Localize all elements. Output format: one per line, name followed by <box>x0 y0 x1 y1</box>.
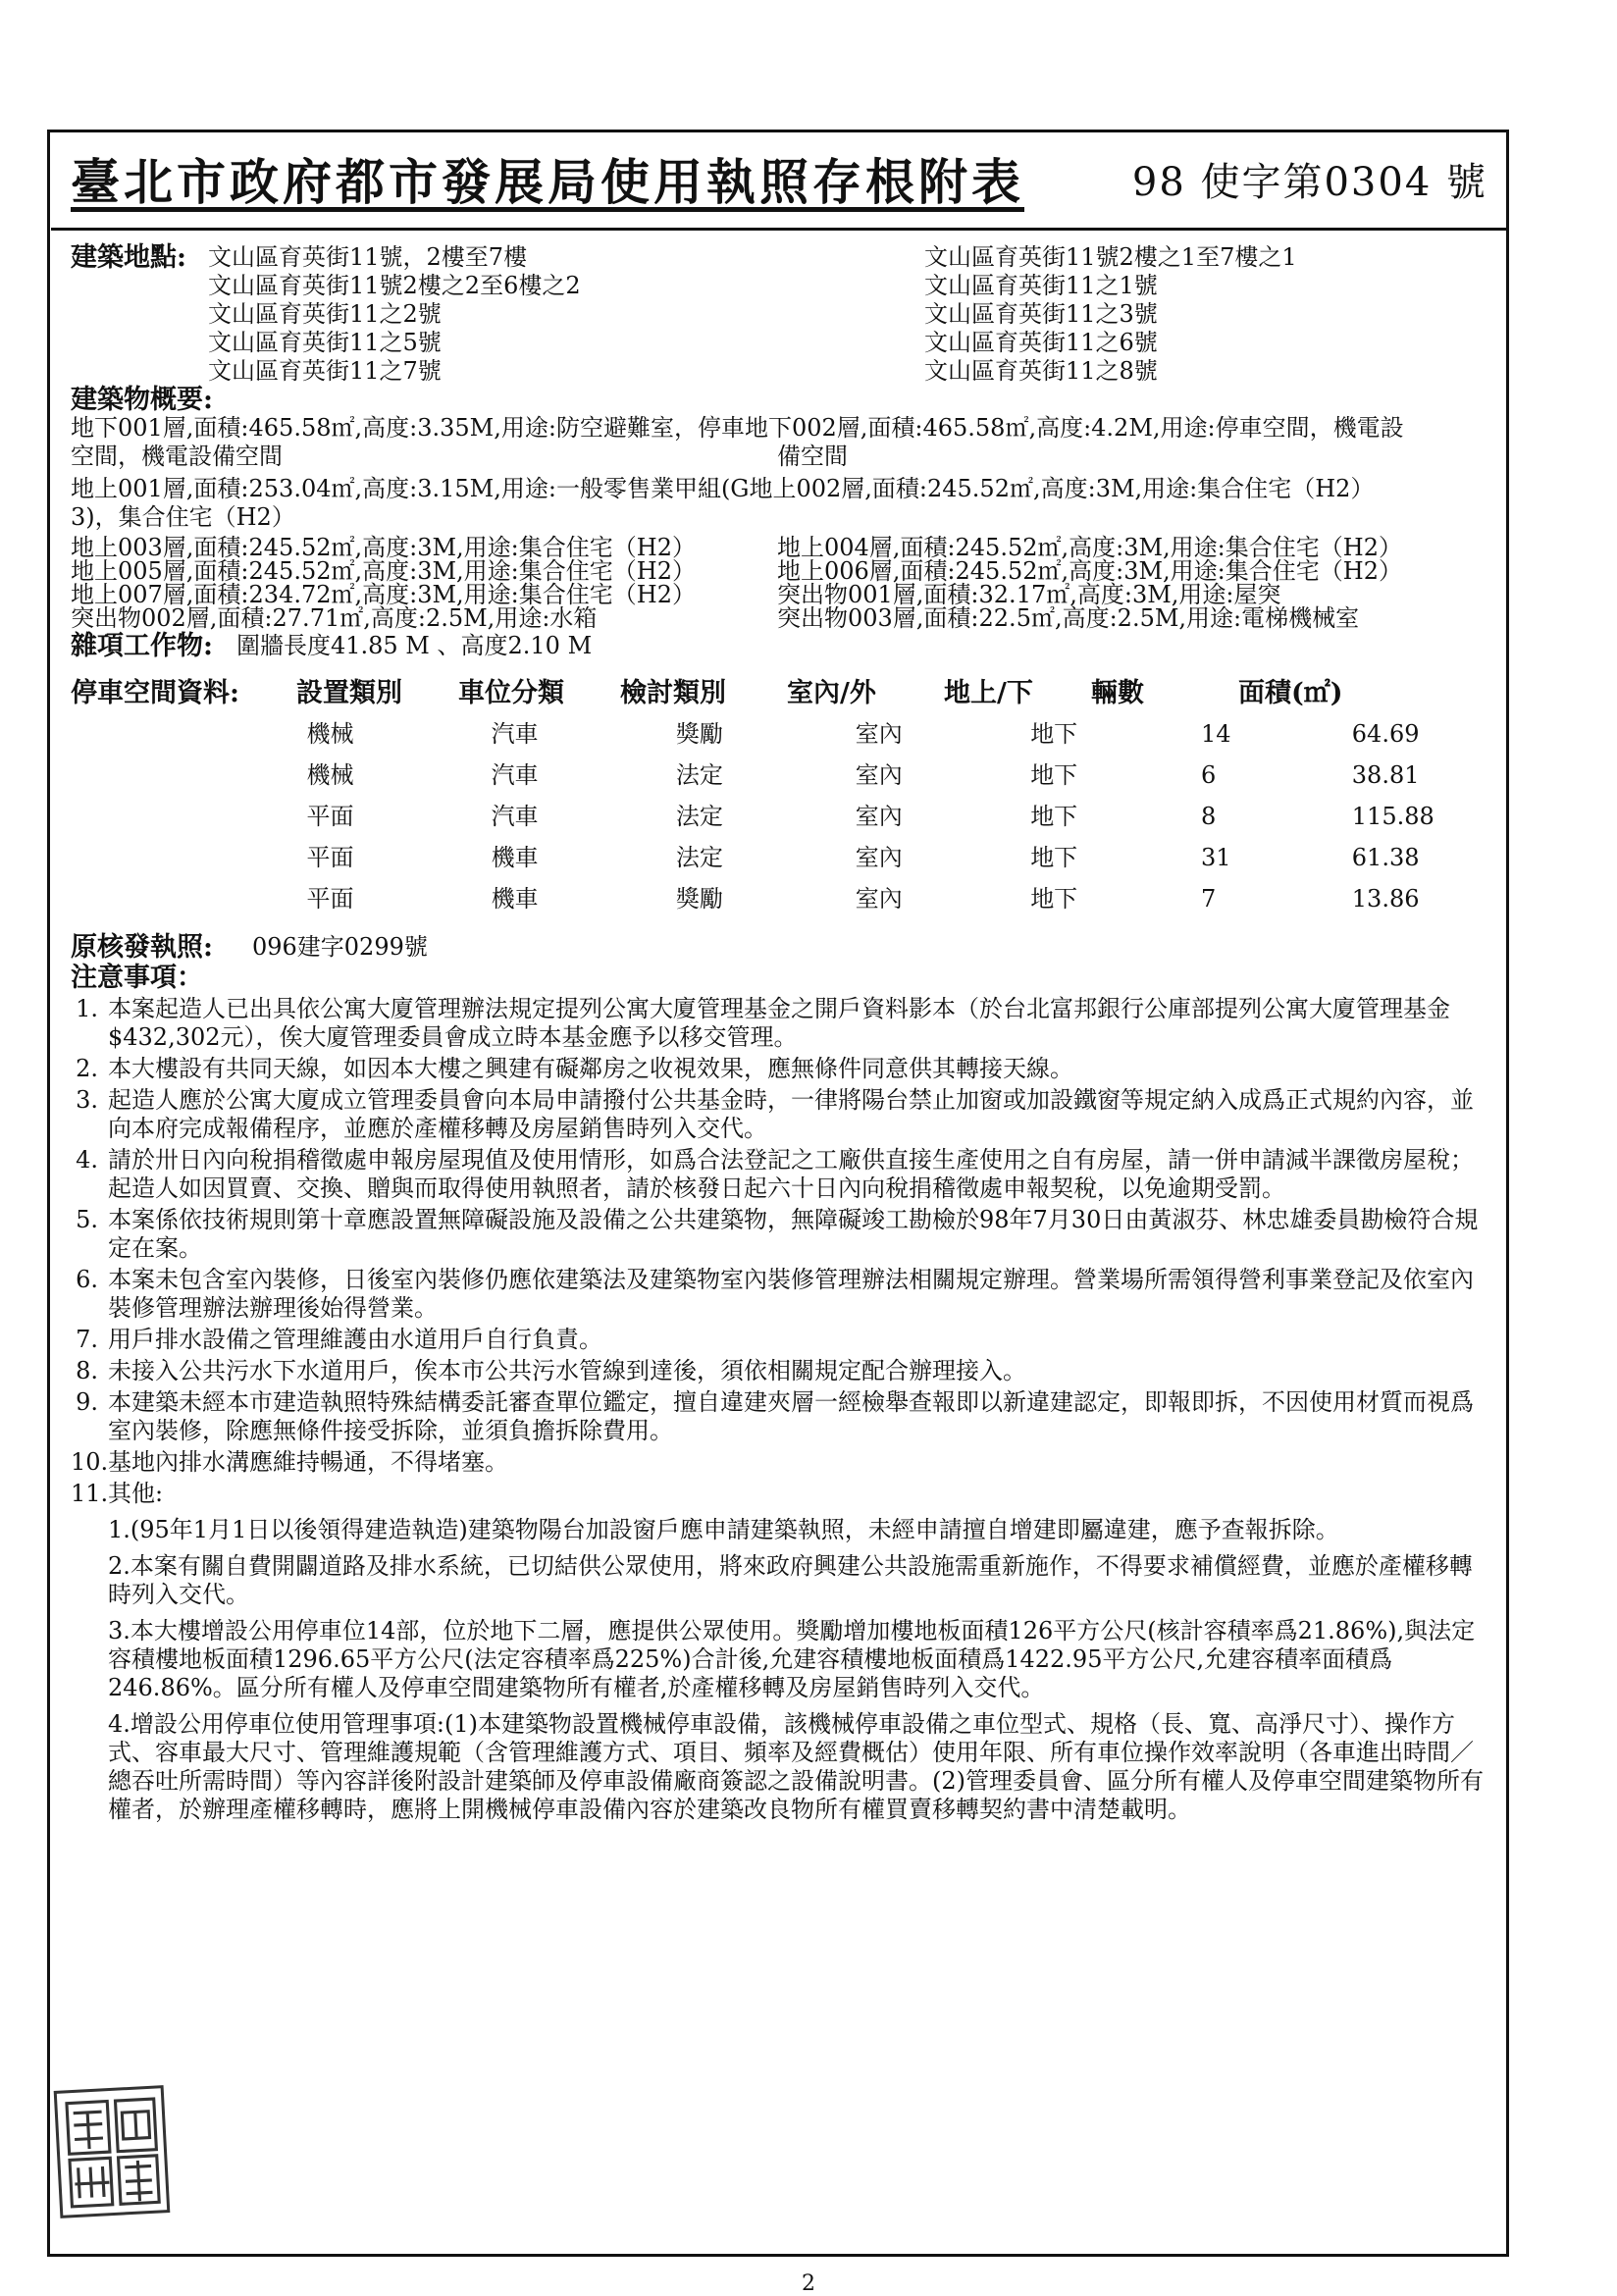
note-number: 8. <box>76 1357 98 1384</box>
note-text: 未接入公共污水下水道用戶，俟本市公共污水管線到達後，須依相關規定配合辦理接入。 <box>108 1357 1026 1384</box>
column-header: 輛數 <box>1091 678 1144 708</box>
table-cell: 38.81 <box>1351 761 1420 789</box>
table-cell: 室內 <box>855 803 903 830</box>
site-row <box>71 243 924 272</box>
table-cell: 汽車 <box>491 720 539 748</box>
list-item: 3.本大樓增設公用停車位14部，位於地下二層，應提供公眾使用。獎勵增加樓地板面積126平方公尺(核計容積率爲21.86%),與法定容積樓地板面積1296.65平方公尺(法定容積率爲225%)合計後,允建容積樓地板面積爲1422.95平方公尺,允建容積率面積爲246.86%。區分所有權人及停車空間建築物所有權者,於產權移轉及房屋銷售時列入交代。 <box>108 1617 1476 1701</box>
overview-row <box>71 559 1484 583</box>
table-cell: 機車 <box>491 844 539 871</box>
note-number: 6. <box>76 1266 98 1293</box>
address: 文山區育英街11號2樓之2至6樓之2 <box>208 272 581 299</box>
overview-cell: 空間，機電設備空間 <box>71 443 283 470</box>
column-header: 設置類別 <box>296 678 402 708</box>
table-cell: 平面 <box>306 885 354 913</box>
floor-entry: 地上003層,面積:245.52㎡,高度:3M,用途:集合住宅（H2） <box>71 534 696 561</box>
list-item <box>71 1326 1484 1354</box>
table-cell: 6 <box>1200 761 1217 789</box>
note-number: 2. <box>76 1055 98 1082</box>
column-header: 面積(㎡) <box>1238 678 1343 708</box>
overview-line: 3)，集合住宅（H2） <box>71 503 295 531</box>
table-cell: 平面 <box>306 803 354 830</box>
original-license-section <box>71 933 1484 962</box>
table-cell: 7 <box>1200 885 1217 913</box>
document-header <box>51 131 1507 226</box>
list-item <box>71 995 1484 1052</box>
table-cell: 61.38 <box>1351 844 1420 871</box>
table-cell: 機車 <box>491 885 539 913</box>
site-addresses-right <box>924 243 1474 386</box>
overview-row <box>71 583 1484 606</box>
note-number: 5. <box>76 1206 98 1233</box>
list-item <box>71 1480 1484 1508</box>
overview-line: 地上001層,面積:253.04㎡,高度:3.15M,用途:一般零售業甲組(G地上002層,面積:245.52㎡,高度:3M,用途:集合住宅（H2） <box>71 475 1375 502</box>
table-cell: 地下 <box>1030 761 1078 789</box>
column-header: 檢討類別 <box>620 678 726 708</box>
note-text: 基地內排水溝應維持暢通，不得堵塞。 <box>108 1448 508 1476</box>
floor-entry: 地上007層,面積:234.72㎡,高度:3M,用途:集合住宅（H2） <box>71 581 696 608</box>
table-cell: 13.86 <box>1351 885 1420 913</box>
table-cell: 獎勵 <box>675 720 723 748</box>
address: 文山區育英街11之5號 <box>208 329 442 356</box>
license-number: 98 使字第0304 號 <box>1131 159 1487 205</box>
note-number: 1. <box>76 995 98 1022</box>
address: 文山區育英街11號，2樓至7樓 <box>208 243 528 271</box>
site-row <box>71 272 924 300</box>
note-text: 本案起造人已出具依公寓大廈管理辦法規定提列公寓大廈管理基金之開戶資料影本（於台北富邦銀行公庫部提列公寓大廈管理基金$432,302元），俟大廈管理委員會成立時本基金應予以移交管理。 <box>108 995 1450 1051</box>
site-label: 建築地點: <box>71 242 186 273</box>
notes-title: 注意事項： <box>71 963 203 993</box>
table-cell: 法定 <box>675 761 723 789</box>
note-number: 3. <box>76 1086 98 1114</box>
note-number: 11. <box>71 1480 109 1507</box>
note-text: 請於卅日內向稅捐稽徵處申報房屋現值及使用情形，如爲合法登記之工廠供直接生產使用之自有房屋，請一併申請減半課徵房屋稅；起造人如因買賣、交換、贈與而取得使用執照者，請於核發日起六十日內向稅捐稽徵處申報契稅，以免逾期受罰。 <box>108 1146 1474 1202</box>
table-cell: 31 <box>1200 844 1231 871</box>
address: 文山區育英街11之7號 <box>208 357 442 385</box>
overview-cell: 備空間 <box>777 443 848 470</box>
table-row <box>71 713 1484 755</box>
note-text: 本案係依技術規則第十章應設置無障礙設施及設備之公共建築物，無障礙竣工勘檢於98年7月30日由黃淑芬、林忠雄委員勘檢符合規定在案。 <box>108 1206 1479 1262</box>
official-seal-stamp <box>54 2085 171 2218</box>
table-cell: 地下 <box>1030 885 1078 913</box>
table-cell: 地下 <box>1030 844 1078 871</box>
address: 文山區育英街11之3號 <box>924 300 1158 328</box>
address: 文山區育英街11之6號 <box>924 329 1158 356</box>
address: 文山區育英街11號2樓之1至7樓之1 <box>924 243 1297 271</box>
note-text: 本大樓設有共同天線，如因本大樓之興建有礙鄰房之收視效果，應無條件同意供其轉接天線。 <box>108 1055 1073 1082</box>
document-title: 臺北市政府都市發展局使用執照存根附表 <box>71 153 1024 211</box>
site-row <box>71 300 924 329</box>
table-cell: 平面 <box>306 844 354 871</box>
table-cell: 汽車 <box>491 761 539 789</box>
table-row <box>71 837 1484 878</box>
note-number: 7. <box>76 1326 98 1353</box>
address: 文山區育英街11之1號 <box>924 272 1158 299</box>
table-cell: 地下 <box>1030 720 1078 748</box>
page-number: 2 <box>802 2271 815 2296</box>
table-cell: 法定 <box>675 844 723 871</box>
list-item <box>71 1266 1484 1323</box>
site-row <box>71 329 924 357</box>
table-cell: 14 <box>1200 720 1231 748</box>
misc-label: 雜項工作物: <box>71 631 213 661</box>
overview-row <box>71 606 1484 630</box>
floor-entry: 地上004層,面積:245.52㎡,高度:3M,用途:集合住宅（H2） <box>777 534 1402 561</box>
floor-entry: 突出物003層,面積:22.5㎡,高度:2.5M,用途:電梯機械室 <box>777 604 1360 632</box>
column-header: 室內/外 <box>787 678 876 708</box>
list-item <box>71 1388 1484 1445</box>
misc-value: 圍牆長度41.85 M 、高度2.10 M <box>235 632 593 659</box>
overview-line <box>71 443 1484 471</box>
note-number: 4. <box>76 1146 98 1174</box>
column-header: 地上/下 <box>944 678 1033 708</box>
address: 文山區育英街11之8號 <box>924 357 1158 385</box>
table-cell: 機械 <box>306 761 354 789</box>
list-item <box>71 1086 1484 1143</box>
table-cell: 機械 <box>306 720 354 748</box>
note-number: 10. <box>71 1448 109 1476</box>
note-text: 其他: <box>108 1480 164 1507</box>
overview-line: 地下001層,面積:465.58㎡,高度:3.35M,用途:防空避難室，停車地下002層,面積:465.58㎡,高度:4.2M,用途:停車空間，機電設 <box>71 414 1404 442</box>
note-text: 本案未包含室內裝修，日後室內裝修仍應依建築法及建築物室內裝修管理辦法相關規定辦理。營業場所需領得營利事業登記及依室內裝修管理辦法辦理後始得營業。 <box>108 1266 1474 1322</box>
parking-label: 停車空間資料: <box>71 678 239 708</box>
table-cell: 室內 <box>855 844 903 871</box>
table-cell: 115.88 <box>1351 803 1434 830</box>
table-cell: 8 <box>1200 803 1217 830</box>
table-cell: 室內 <box>855 885 903 913</box>
site-addresses-left <box>71 243 924 386</box>
site-section <box>71 243 1484 386</box>
overview-label: 建築物概要: <box>71 385 213 415</box>
table-cell: 汽車 <box>491 803 539 830</box>
original-license-value: 096建字0299號 <box>251 933 428 961</box>
overview-floor-list <box>71 536 1484 630</box>
list-item <box>71 1206 1484 1263</box>
site-row <box>71 357 924 386</box>
floor-entry: 突出物001層,面積:32.17㎡,高度:3M,用途:屋突 <box>777 581 1281 608</box>
notes-list <box>71 995 1484 1824</box>
parking-table-body <box>71 713 1484 919</box>
table-row <box>71 755 1484 796</box>
address: 文山區育英街11之2號 <box>208 300 442 328</box>
seal-icon <box>57 2088 167 2215</box>
list-item <box>71 1146 1484 1203</box>
table-cell: 64.69 <box>1351 720 1420 748</box>
column-header: 車位分類 <box>458 678 564 708</box>
table-cell: 獎勵 <box>675 885 723 913</box>
parking-header-row <box>71 674 1484 713</box>
floor-entry: 地上006層,面積:245.52㎡,高度:3M,用途:集合住宅（H2） <box>777 557 1402 585</box>
overview-row <box>71 536 1484 559</box>
list-item: 1.(95年1月1日以後領得建造執造)建築物陽台加設窗戶應申請建築執照，未經申請擅自增建即屬違建，應予查報拆除。 <box>108 1516 1339 1543</box>
list-item: 2.本案有關自費開闢道路及排水系統，已切結供公眾使用，將來政府興建公共設施需重新施作，不得要求補償經費，並應於產權移轉時列入交代。 <box>108 1552 1473 1608</box>
list-item <box>71 1357 1484 1385</box>
misc-section <box>71 632 1484 660</box>
header-divider <box>51 228 1507 231</box>
note-text: 起造人應於公寓大廈成立管理委員會向本局申請撥付公共基金時，一律將陽台禁止加窗或加設鐵窗等規定納入成爲正式規約內容，並向本府完成報備程序，並應於產權移轉及房屋銷售時列入交代。 <box>108 1086 1474 1142</box>
other-notes-list <box>108 1516 1484 1824</box>
floor-entry: 突出物002層,面積:27.71㎡,高度:2.5M,用途:水箱 <box>71 604 598 632</box>
table-row <box>71 796 1484 837</box>
table-cell: 地下 <box>1030 803 1078 830</box>
table-row <box>71 878 1484 919</box>
floor-entry: 地上005層,面積:245.52㎡,高度:3M,用途:集合住宅（H2） <box>71 557 696 585</box>
table-cell: 室內 <box>855 720 903 748</box>
note-text: 本建築未經本市建造執照特殊結構委託審查單位鑑定，擅自違建夾層一經檢舉查報即以新違建認定，即報即拆，不因使用材質而視爲室內裝修，除應無條件接受拆除，並須負擔拆除費用。 <box>108 1388 1474 1444</box>
note-number: 9. <box>76 1388 98 1416</box>
table-cell: 室內 <box>855 761 903 789</box>
original-license-label: 原核發執照: <box>71 932 213 963</box>
list-item: 4.增設公用停車位使用管理事項:(1)本建築物設置機械停車設備，該機械停車設備之車位型式、規格（長、寬、高淨尺寸）、操作方式、容車最大尺寸、管理維護規範（含管理維護方式、項目、頻率及經費概估）使用年限、所有車位操作效率說明（各車進出時間／總吞吐所需時間）等內容詳後附設計建築師及停車設備廠商簽認之設備說明書。(2)管理委員會、區分所有權人及停車空間建築物所有權者，於辦理產權移轉時，應將上開機械停車設備內容於建築改良物所有權買賣移轉契約書中清楚載明。 <box>108 1710 1484 1823</box>
document-body <box>71 243 1484 1824</box>
list-item <box>71 1448 1484 1477</box>
note-text: 用戶排水設備之管理維護由水道用戶自行負責。 <box>108 1326 602 1353</box>
list-item <box>71 1055 1484 1083</box>
table-cell: 法定 <box>675 803 723 830</box>
